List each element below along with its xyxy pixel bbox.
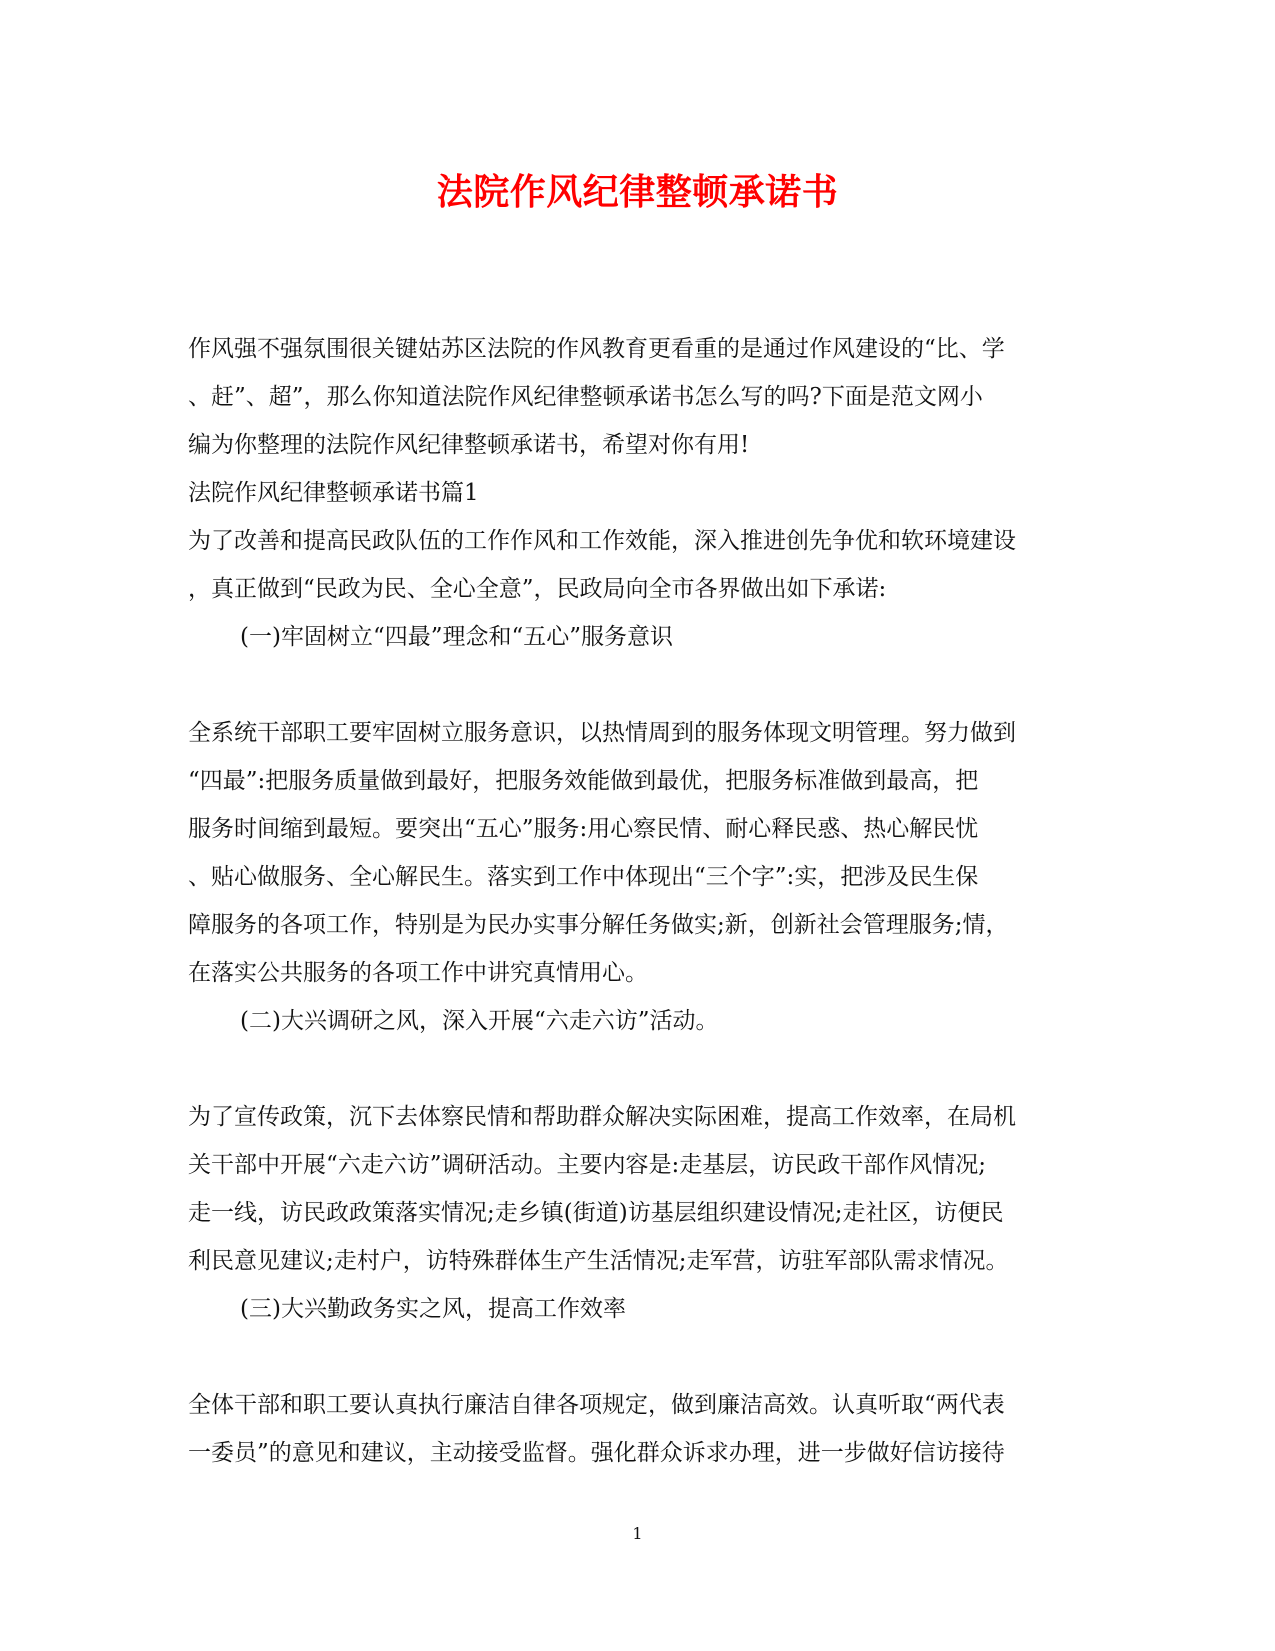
document-body xyxy=(188,325,1088,1477)
subsection-heading: (一)牢固树立“四最”理念和“五心”服务意识 xyxy=(240,624,673,650)
body-line: 为了改善和提高民政队伍的工作作风和工作效能，深入推进创先争优和软环境建设 xyxy=(188,528,1016,554)
body-line: 走一线，访民政政策落实情况;走乡镇(街道)访基层组织建设情况;走社区，访便民 xyxy=(188,1200,1004,1226)
body-line: 全体干部和职工要认真执行廉洁自律各项规定，做到廉洁高效。认真听取“两代表 xyxy=(188,1392,1005,1418)
page-number: 1 xyxy=(632,1524,643,1543)
body-line: 为了宣传政策，沉下去体察民情和帮助群众解决实际困难，提高工作效率，在局机 xyxy=(188,1104,1016,1130)
body-line: 服务时间缩到最短。要突出“五心”服务:用心察民情、耐心释民惑、热心解民忧 xyxy=(188,816,979,842)
body-line: 作风强不强氛围很关键姑苏区法院的作风教育更看重的是通过作风建设的“比、学 xyxy=(188,336,1005,362)
body-line: 一委员”的意见和建议，主动接受监督。强化群众诉求办理，进一步做好信访接待 xyxy=(188,1440,1005,1466)
body-line: 在落实公共服务的各项工作中讲究真情用心。 xyxy=(188,960,648,986)
body-line: “四最”:把服务质量做到最好，把服务效能做到最优，把服务标准做到最高，把 xyxy=(188,768,979,794)
body-line: 关干部中开展“六走六访”调研活动。主要内容是:走基层，访民政干部作风情况; xyxy=(188,1152,987,1178)
body-line: 、赶”、超”，那么你知道法院作风纪律整顿承诺书怎么写的吗?下面是范文网小 xyxy=(188,384,983,410)
paragraph-gap xyxy=(188,1045,1088,1093)
document-title: 法院作风纪律整顿承诺书 xyxy=(436,171,839,213)
subsection-heading: (二)大兴调研之风，深入开展“六走六访”活动。 xyxy=(240,1008,719,1034)
body-line: 、贴心做服务、全心解民生。落实到工作中体现出“三个字”:实，把涉及民生保 xyxy=(188,864,979,890)
body-line: 利民意见建议;走村户，访特殊群体生产生活情况;走军营，访驻军部队需求情况。 xyxy=(188,1248,1009,1274)
section-heading: 法院作风纪律整顿承诺书篇1 xyxy=(188,480,479,506)
body-line: ，真正做到“民政为民、全心全意”，民政局向全市各界做出如下承诺: xyxy=(188,576,887,602)
subsection-heading: (三)大兴勤政务实之风，提高工作效率 xyxy=(240,1296,626,1322)
paragraph-gap xyxy=(188,1333,1088,1381)
paragraph-gap xyxy=(188,661,1088,709)
body-line: 障服务的各项工作，特别是为民办实事分解任务做实;新，创新社会管理服务;情， xyxy=(188,912,1009,938)
body-line: 全系统干部职工要牢固树立服务意识，以热情周到的服务体现文明管理。努力做到 xyxy=(188,720,1016,746)
body-line: 编为你整理的法院作风纪律整顿承诺书，希望对你有用! xyxy=(188,432,750,458)
